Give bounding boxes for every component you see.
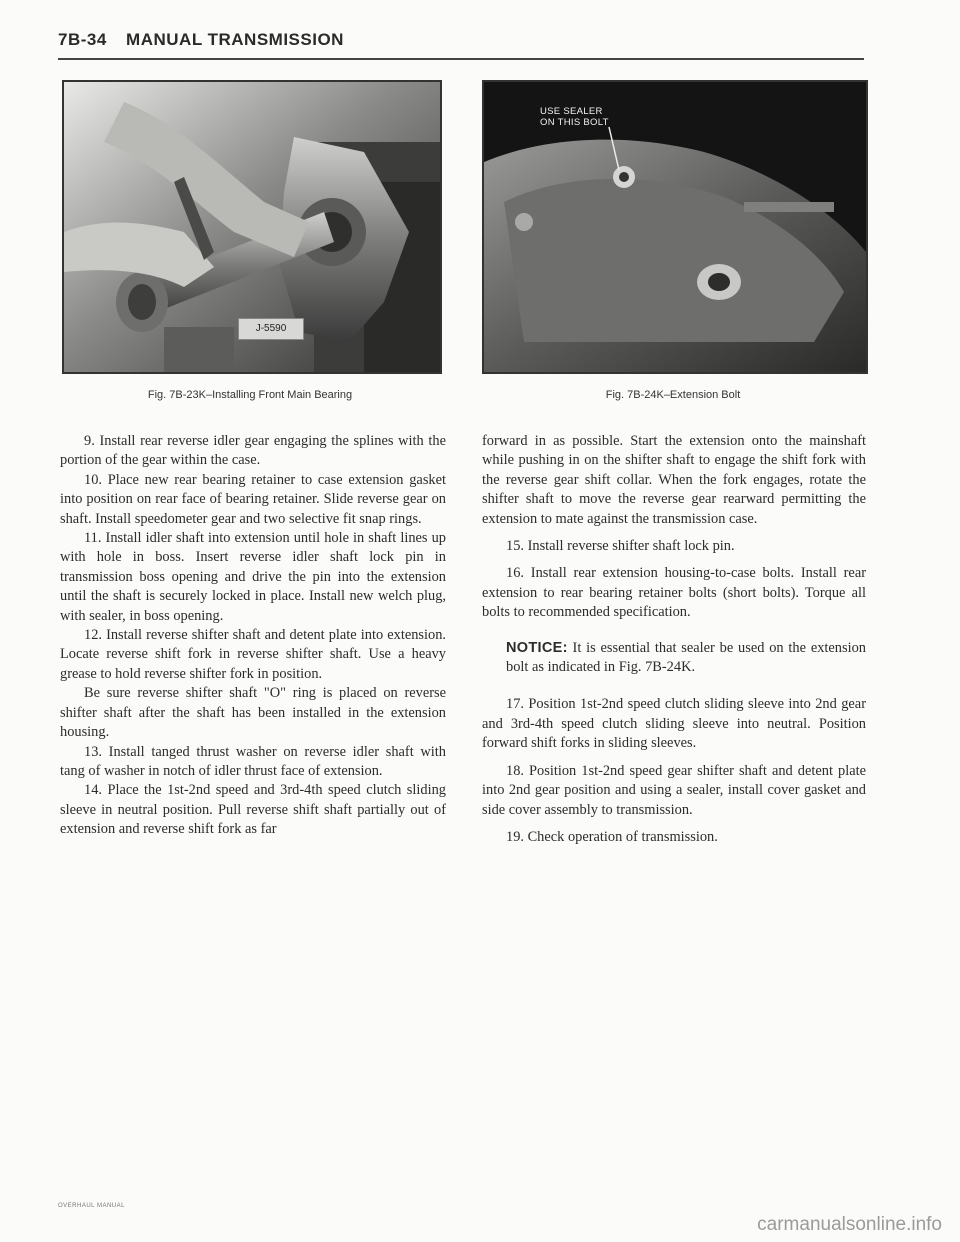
figure-caption-left: Fig. 7B-23K–Installing Front Main Bearing [147, 389, 353, 401]
callout-line-1: USE SEALER [540, 106, 603, 117]
header-rule [58, 58, 864, 60]
step-13: 13. Install tanged thrust washer on reverse idler shaft with tang of washer in notch of idler thrust face of extension. [60, 743, 446, 779]
callout-line-2: ON THIS BOLT [540, 117, 609, 128]
step-14: 14. Place the 1st-2nd speed and 3rd-4th speed clutch sliding sleeve in neutral position. Pull reverse shift shaft partially out of extension and reverse shift fork as far [60, 782, 446, 838]
sealer-callout [540, 106, 680, 128]
step-12-note: Be sure reverse shifter shaft "O" ring is placed on reverse shifter shaft after the shaft has been installed in the extension housing. [60, 685, 446, 741]
page-header [58, 30, 864, 50]
step-17: 17. Position 1st-2nd speed clutch sliding sleeve into 2nd gear and 3rd-4th speed clutch sliding sleeve into neutral. Position forward shift forks in sliding sleeves. [482, 696, 866, 752]
notice-box [482, 639, 866, 678]
notice-text: It is essential that sealer be used on the extension bolt as indicated in Fig. 7B-24K. [506, 639, 866, 676]
notice-label: NOTICE: [506, 639, 568, 656]
section-title: MANUAL TRANSMISSION [126, 30, 344, 49]
step-16: 16. Install rear extension housing-to-case bolts. Install rear extension to rear bearing retainer bolts (short bolts). Torque all bolts to recommended specification. [482, 565, 866, 621]
figure-front-main-bearing [62, 80, 442, 374]
step-19: 19. Check operation of transmission. [506, 828, 718, 845]
step-9: 9. Install rear reverse idler gear engaging the splines with the portion of the gear within the case. [60, 433, 446, 469]
right-text-column [482, 432, 866, 847]
step-18: 18. Position 1st-2nd speed gear shifter shaft and detent plate into 2nd gear position and using a sealer, install cover gasket and side cover assembly to transmission. [482, 762, 866, 818]
step-15: 15. Install reverse shifter shaft lock pin. [506, 538, 735, 555]
footer-label: OVERHAUL MANUAL [58, 1203, 125, 1209]
page-number: 7B-34 [58, 30, 107, 49]
step-14-continued: forward in as possible. Start the extension onto the mainshaft while pushing in on the shifter shaft to engage the shift fork with the reverse gear shift collar. When the fork engages, rotate the shifter shaft to move the reverse gear rearward permitting the extension to mate against the transmission case. [482, 433, 866, 527]
figure-caption-right: Fig. 7B-24K–Extension Bolt [605, 389, 741, 401]
step-10: 10. Place new rear bearing retainer to case extension gasket into position on rear face of bearing retainer. Slide reverse gear on shaft. Install speedometer gear and two selective fit snap rings. [60, 471, 446, 527]
step-11: 11. Install idler shaft into extension until hole in shaft lines up with hole in boss. Insert reverse idler shaft lock pin in transmission boss opening and drive the pin into the extension until the shaft is securely locked in place. Install new welch plug, with sealer, in boss opening. [60, 530, 446, 624]
tool-label-j5590: J-5590 [238, 318, 304, 340]
left-text-column [60, 432, 446, 840]
watermark: carmanualsonline.info [757, 1214, 942, 1235]
figure-extension-bolt [482, 80, 868, 374]
step-12: 12. Install reverse shifter shaft and detent plate into extension. Locate reverse shift fork in reverse shifter shaft. Use a heavy grease to hold reverse shifter fork in position. [60, 627, 446, 682]
